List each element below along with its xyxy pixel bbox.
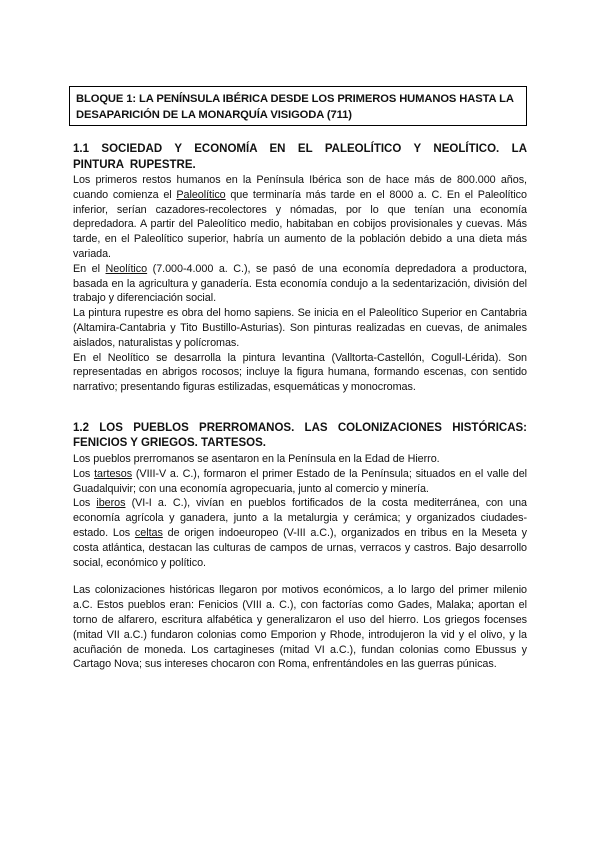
section-2-heading: 1.2 LOS PUEBLOS PRERROMANOS. LAS COLONIZACIONES HISTÓRICAS: FENICIOS Y GRIEGOS. TARTESOS. xyxy=(73,421,527,450)
block-title: BLOQUE 1: LA PENÍNSULA IBÉRICA DESDE LOS PRIMEROS HUMANOS HASTA LA DESAPARICIÓN DE LA MONARQUÍA VISIGODA (711) xyxy=(76,93,514,121)
section-2-paragraph-3: Los iberos (VI-I a. C.), vivían en pueblos fortificados de la costa mediterránea, con una economía agrícola y ganadera, junto a la metalurgia y cerámica; y organizados ciudades-estado. Los celtas de origen indoeuropeo (V-III a.C.), organizados en tribus en la Meseta y costa atlántica, destacan las culturas de campos de urnas, verracos y castros. Bajo desarrollo social, económico y político. xyxy=(73,497,527,569)
section-1-paragraph-2: En el Neolítico (7.000-4.000 a. C.), se pasó de una economía depredadora a productora, basada en la agricultura y ganadería. Esta economía condujo a la sedentarización, división del trabajo y diferenciación social. xyxy=(73,262,527,305)
section-2-paragraph-4: Las colonizaciones históricas llegaron por motivos económicos, a lo largo del primer milenio a.C. Estos pueblos eran: Fenicios (VIII a. C.), con factorías como Gades, Malaka; aportan el torno de alfarero, escritura alfabética y generalizaron el uso del hierro. Los griegos focenses (mitad VII a.C.) fundaron colonias como Emporion y Rhode, introdujeron la vid y el olivo, y la acuñación de moneda. Los cartagineses (mitad VI a.C.), fundan colonias como Ebussus y Cartago Nova; sus intereses chocaron con Roma, enfrentándoles en las guerras púnicas. xyxy=(73,584,527,671)
document-body xyxy=(73,142,527,672)
section-1-heading: 1.1 SOCIEDAD Y ECONOMÍA EN EL PALEOLÍTICO Y NEOLÍTICO. LA PINTURA RUPESTRE. xyxy=(73,143,527,171)
paleolitico-term: Paleolítico xyxy=(176,188,226,201)
tartesos-term: tartesos xyxy=(94,467,133,480)
section-1-paragraph-1: Los primeros restos humanos en la Península Ibérica son de hace más de 800.000 años, cuando comienza el Paleolítico que terminaría más tarde en el 8000 a. C. En el Paleolítico inferior, serían cazadores-recolectores y nómadas, por lo que tenían una economía depredadora. A partir del Paleolítico medio, habitaban en cobijos provisionales y cuevas. Más tarde, en el Paleolítico superior, habría un aumento de la población debido a una dieta más variada. xyxy=(73,174,527,260)
iberos-term: iberos xyxy=(96,497,126,510)
spacer xyxy=(73,570,527,583)
section-2-paragraph-2: Los tartesos (VIII-V a. C.), formaron el primer Estado de la Península; situados en el valle del Guadalquivir; con una economía agropecuaria, junto al comercio y minería. xyxy=(73,467,527,495)
section-1-paragraph-4: En el Neolítico se desarrolla la pintura levantina (Valltorta-Castellón, Cogull-Lérida). Son representadas en abrigos rocosos; incluye la figura humana, formando escenas, con sentido narrativo; presentando figuras estilizadas, esquemáticas y monocromas. xyxy=(73,351,527,394)
spacer xyxy=(73,395,527,421)
section-1-paragraph-3: La pintura rupestre es obra del homo sapiens. Se inicia en el Paleolítico Superior en Cantabria (Altamira-Cantabria y Tito Bustillo-Asturias). Son pinturas realizadas en cuevas, de animales aislados, naturalistas y polícromas. xyxy=(73,307,527,349)
celtas-term: celtas xyxy=(134,526,163,539)
section-2-paragraph-1: Los pueblos prerromanos se asentaron en la Península en la Edad de Hierro. xyxy=(73,452,440,465)
block-title-box xyxy=(69,86,527,126)
neolitico-term: Neolítico xyxy=(105,262,148,275)
